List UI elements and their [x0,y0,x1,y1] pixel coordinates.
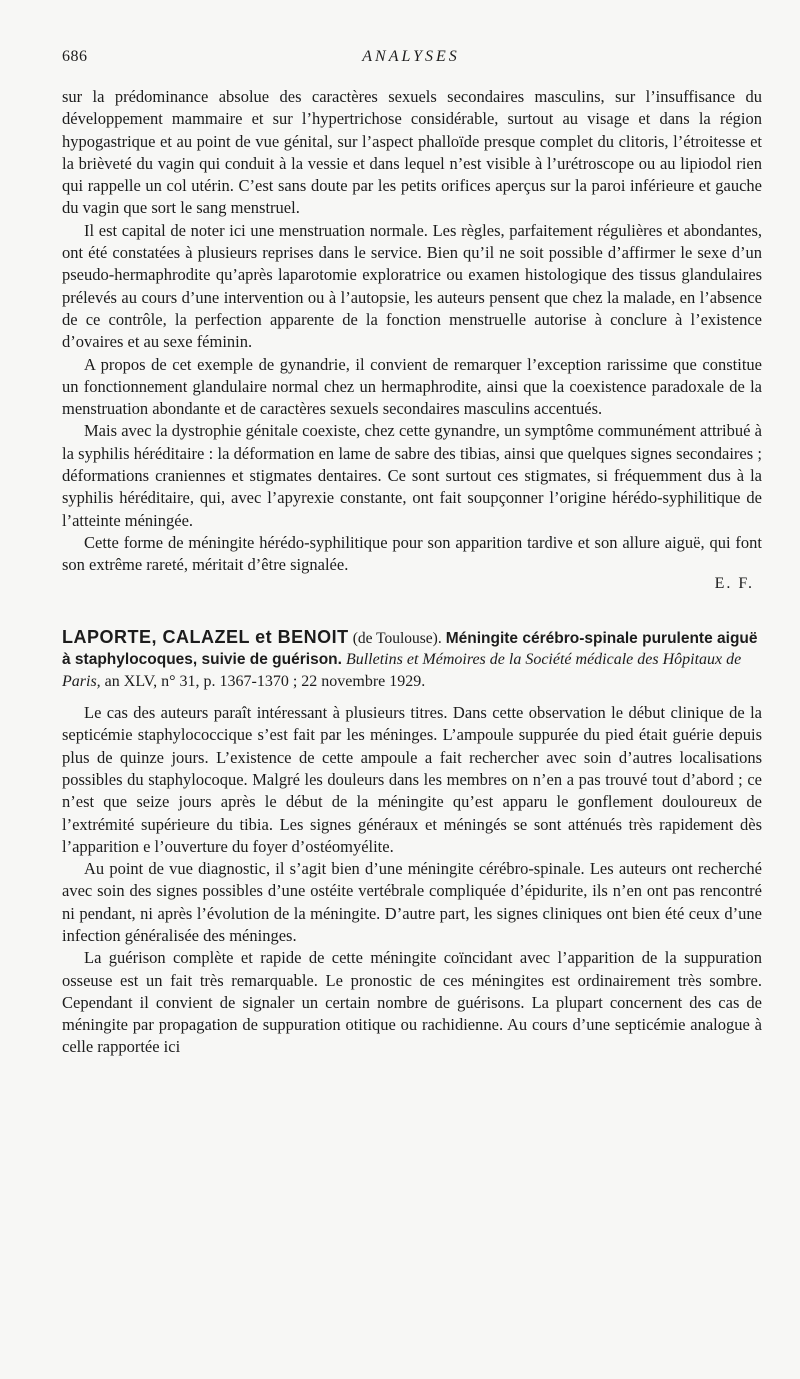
reference-affiliation: (de Toulouse). [352,629,442,647]
reference-journal: Bulletins et Mémoires de la Société médicale des Hôpitaux de Paris, [62,651,742,690]
reference-title: Méningite cérébro-spinale purulente aiguë à staphylocoques, suivie de guérison. [62,629,758,669]
reference-authors: LAPORTE, CALAZEL et BENOIT [62,626,349,647]
page-header [62,48,760,74]
article-body [62,86,762,1059]
page-number: 686 [62,48,88,65]
paragraph: Mais avec la dystrophie génitale coexiste, chez cette gynandre, un symptôme communément attribué à la syphilis héréditaire : la déformation en lame de sabre des tibias, ainsi que quelques signes secondaires ; déformations craniennes et stigmates dentaires. Ce sont surtout ces stigmates, si fréquemment dus à la syphilis héréditaire, qui, avec l’apyrexie constante, ont fait soupçonner l’origine hérédo-syphilitique de l’atteinte méningée. [62,421,762,530]
paragraph: A propos de cet exemple de gynandrie, il convient de remarquer l’exception rarissime que constitue un fonctionnement glandulaire normal chez un hermaphrodite, ainsi que la coexistence paradoxale de la menstruation abondante et de caractères sexuels secondaires masculins accentués. [62,354,762,419]
paragraph-continued: sur la prédominance absolue des caractères sexuels secondaires masculins, sur l’insuffisance du développement mammaire et sur l’hypertrichose considérable, surtout au visage et dans la région hypogastrique et au point de vue génital, sur l’aspect phalloïde presque complet du clitoris, l’étroitesse et la brièveté du vagin qui conduit à la vessie et dans lequel n’est visible à l’urétroscope ou au lipiodol rien qui rappelle un col utérin. C’est sans doute par les petits orifices aperçus sur la paroi inférieure et gauche du vagin que sort le sang menstruel. [62,87,762,218]
paragraph: Il est capital de noter ici une menstruation normale. Les règles, parfaitement régulières et abondantes, ont été constatées à plusieurs reprises dans le service. Bien qu’il ne soit possible d’affirmer le sexe d’un pseudo-hermaphrodite qu’après laparotomie exploratrice ou examen histologique des tissus glandulaires prélevés au cours d’une intervention ou à l’autopsie, les auteurs pensent que chez la malade, en l’absence de ce contrôle, la perfection apparente de la fonction menstruelle autorise à conclure à l’existence d’ovaires et au sexe féminin. [62,220,762,352]
article-reference [62,627,762,693]
reviewer-signature: E. F. [714,574,754,592]
paragraph: Cette forme de méningite hérédo-syphilitique pour son apparition tardive et son allure aiguë, qui font son extrême rareté, méritait d’être signalée. [62,532,762,575]
paragraph: La guérison complète et rapide de cette méningite coïncidant avec l’apparition de la suppuration osseuse est un fait très remarquable. Le pronostic de ces méningites est ordinairement très sombre. Cependant il convient de signaler un certain nombre de guérisons. La plupart concernent des cas de méningite par propagation de suppuration otitique ou rachidienne. Au cours d’une septicémie analogue à celle rapportée ici [62,948,762,1057]
reference-citation: an XLV, n° 31, p. 1367-1370 ; 22 novembre 1929. [104,672,426,690]
running-head: ANALYSES [362,48,460,65]
paragraph: Le cas des auteurs paraît intéressant à plusieurs titres. Dans cette observation le début clinique de la septicémie staphylococcique s’est fait par les méninges. L’ampoule suppurée du pied était guérie depuis plus de quinze jours. L’existence de cette ampoule a fait rechercher avec soin d’autres localisations possibles du staphylocoque. Malgré les douleurs dans les membres on n’en a pas trouvé tout d’abord ; ce n’est que seize jours après le début de la méningite qu’est apparu le gonflement douloureux de l’extrémité supérieure du tibia. Les signes généraux et méningés se sont atténués très rapidement dès l’apparition e l’ouverture du foyer d’ostéomyélite. [62,703,762,856]
paragraph: Au point de vue diagnostic, il s’agit bien d’une méningite cérébro-spinale. Les auteurs ont recherché avec soin des signes possibles d’une ostéite vertébrale compliquée d’épidurite, ils n’en ont pas rencontré ni pendant, ni après l’évolution de la méningite. D’autre part, les signes cliniques ont bien été ceux d’une infection généralisée des méninges. [62,859,762,945]
